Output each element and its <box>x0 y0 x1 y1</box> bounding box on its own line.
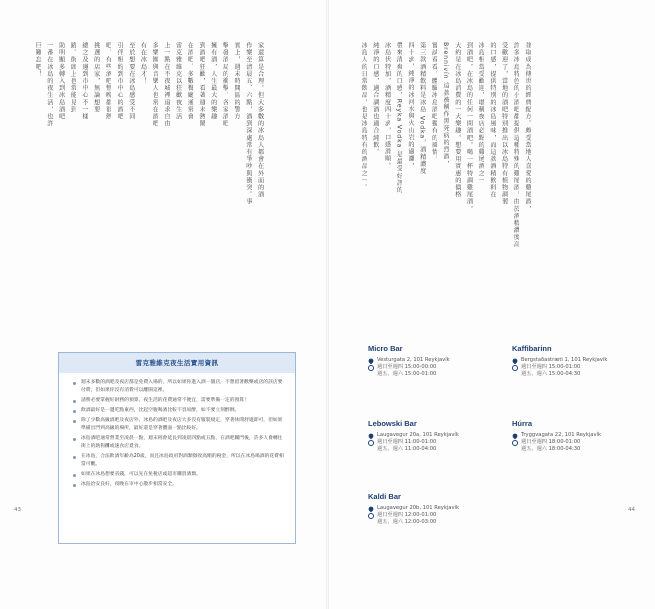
text-column: 家還算是合理。但大多數的冰島人都會在外面的酒 <box>256 42 264 199</box>
location-pin-icon <box>368 505 375 512</box>
location-pin-icon <box>368 357 375 364</box>
text-column: 大約是在冰島消費的一大樂趣。想要用實惠的價格 <box>453 42 461 199</box>
text-column: 總之及邊到市中心不一樣 <box>81 42 89 121</box>
tip-item: 請務必要掌握好財務的預算，夜生活的花費通常不便宜，需要準備一定的預算！ <box>73 397 285 405</box>
text-column: 多樂團與音樂人也常在酒吧 <box>151 42 159 128</box>
text-column: 在酒吧、多數餐廳通常會 <box>186 42 194 121</box>
text-column: 到酒吧狂歡，看著週末熱鬧 <box>198 42 206 128</box>
clock-icon <box>368 513 374 519</box>
text-column: 作樂至清晨五、六點，酒到深處常有爭吵與衝突。事 <box>244 42 252 206</box>
text-column: 帶來清爽的口感，Reyka Vodka 是最受好評的 <box>395 42 403 194</box>
tips-box-title: 雷克雅維克夜生活實用資訊 <box>59 353 295 373</box>
tip-item: 如果在冰島想要省錢，可以先在免稅店或超市購買酒類。 <box>73 471 285 479</box>
text-column: 路。街頭上也常能見到 <box>69 42 77 113</box>
bar-listing-hurra <box>512 419 642 453</box>
bar-hours: 週五、週六 18:00-04:30 <box>521 446 581 452</box>
text-column: 嘗試看看，體驗冰島酒吧獨有的風情。 <box>430 42 438 163</box>
bar-hours: 週五、週六 15:00-01:00 <box>377 371 437 377</box>
bar-name: Lebowski Bar <box>368 419 417 428</box>
clock-icon <box>512 440 518 446</box>
bar-address: Laugavegur 20b, 101 Reykjavík <box>377 505 459 511</box>
bar-name: Kaldi Bar <box>368 492 401 501</box>
tip-item: 冰島酒吧通常營業至凌晨一點，週末則會延長到凌晨四點或五點，在酒吧關門後，許多人會轉往街上的熱狗攤或速食店覓食。 <box>73 435 285 452</box>
book-gutter <box>326 0 329 609</box>
bar-hours: 週日至週四 15:00-01:00 <box>521 364 581 370</box>
bar-hours: 週日至週四 11:00-01:00 <box>377 439 437 445</box>
text-column: 一番在冰島的夜生活，也許 <box>45 42 53 128</box>
bar-name: Kaffibarinn <box>512 344 552 353</box>
text-column: 並取成為傳世的經典配方。頗受當地人喜愛的雞尾酒， <box>524 42 532 213</box>
bar-address: Tryggvagata 22, 101 Reykjavík <box>521 432 601 438</box>
text-column: 巨難忘吧！ <box>34 42 42 78</box>
location-pin-icon <box>512 432 519 439</box>
bar-listing-kaldi-bar <box>368 492 498 526</box>
text-column: 挑選的店家，無論想要 <box>92 42 100 113</box>
bar-listing-lebowski-bar <box>368 419 498 453</box>
bar-hours: 週日至週四 18:00-01:00 <box>521 439 581 445</box>
clock-icon <box>368 440 374 446</box>
text-column: 到酒吧，在冰島的任何一間酒吧，喝一杯特調雞尾酒， <box>465 42 473 213</box>
bar-address: Laugavegur 20a, 101 Reykjavík <box>377 432 459 438</box>
text-column: 至於想要在冰島感受不同 <box>127 42 135 121</box>
bar-hours: 週五、週六 15:00-04:30 <box>521 371 581 377</box>
text-column: 冰島人的日常飲品，也是冰島特有的酒品之一。 <box>360 42 368 192</box>
text-column: 擁有酒，人生最大的樂趣 <box>209 42 217 121</box>
location-pin-icon <box>368 432 375 439</box>
text-column: 擊發酒局的衝擊，各家酒吧 <box>221 42 229 128</box>
bar-listing-kaffibarinn <box>512 344 642 378</box>
text-column: 有在冰島才！ <box>139 42 147 85</box>
clock-icon <box>512 365 518 371</box>
text-column: 實上，週末時開區的警方 <box>233 42 241 121</box>
text-column: 上一點在不夜城裡追求自由 <box>162 42 170 128</box>
bar-name: Húrra <box>512 419 533 428</box>
text-column: 冰島相當受歡迎，堪稱夜店必點的雞尾酒之一 <box>477 42 485 184</box>
tip-item: 除了少數高級酒吧及夜店外，冰島的酒吧及夜店大多沒有服裝規定，穿著休閒舒適即可，但如果準備出門到高級的場所，最好還是穿著體面一點比較好。 <box>73 417 285 434</box>
page-number-right: 44 <box>628 507 635 513</box>
text-column: 引伴相約到市中心的酒吧 <box>116 42 124 121</box>
bar-hours: 週五、週六 12:00-03:00 <box>377 519 437 525</box>
tip-item: 飲酒最好是一邊吃點東西，比起空腹喝酒比較不容易醉，如不要立刻醉倒。 <box>73 407 285 415</box>
text-column: 吧，有些酒吧整晚都很熱 <box>104 42 112 121</box>
bar-name: Micro Bar <box>368 344 403 353</box>
text-column: 純淨的口感，適合調酒也適合純飲。 <box>371 42 379 156</box>
bar-address: Bergstaðastræti 1, 101 Reykjavík <box>521 357 608 363</box>
clock-icon <box>368 365 374 371</box>
page-number-left: 43 <box>14 507 21 513</box>
bar-hours: 週日至週四 15:00-00:00 <box>377 364 437 370</box>
text-column: 許多冰島特色的小酒吧都提供這種特殊的雞尾酒，由於酒精濃度高 <box>512 42 520 248</box>
bar-hours: 週日至週四 12:00-01:00 <box>377 512 437 518</box>
text-column: 四十%，純淨的冰河水與火山岩的過濾， <box>407 42 415 170</box>
bar-hours: 週五、週六 11:00-04:00 <box>377 446 437 452</box>
text-column: Brennivín 這款被稱作黑死病的烈酒， <box>442 42 450 168</box>
text-column: 第三款酒精飲料是冰島 Vodka，酒精濃度 <box>418 42 426 175</box>
text-column: 受歡迎了，當地的酒吧特別推出以冰島特有植物調製 <box>500 42 508 206</box>
text-column: 雷克雅維克以狂歡夜生活 <box>174 42 182 121</box>
location-pin-icon <box>512 357 519 364</box>
text-column: 助明顯多轉入到冰島酒吧 <box>57 42 65 121</box>
nightlife-tips-box <box>58 352 296 544</box>
tip-item: 週末多數的酒吧及夜店都是免費入場的，所以如果你進入酒一個店，不想留著歡樂或店的該店要付費，但如果你沒有消費可以離開這裡。 <box>73 379 285 396</box>
text-column: 冰島伏特加，酒精度四十%，口感滑順。 <box>383 42 391 170</box>
bar-listing-micro-bar <box>368 344 498 378</box>
text-column: 的口感，提供特別的冰島風味，而這款酒精飲料在 <box>488 42 496 199</box>
right-body-text <box>360 42 531 277</box>
left-body-text <box>34 42 264 320</box>
bar-address: Vesturgata 2, 101 Reykjavík <box>377 357 450 363</box>
tip-item: 在冰島，合法飲酒年齡為20歲，而且冰島政府對酒類徵收高額的稅金，所以在冰島喝酒的花費相當可觀。 <box>73 453 285 470</box>
tips-list <box>73 379 285 491</box>
tip-item: 冰島治安良好，夜晚在市中心散步相當安全。 <box>73 481 285 489</box>
